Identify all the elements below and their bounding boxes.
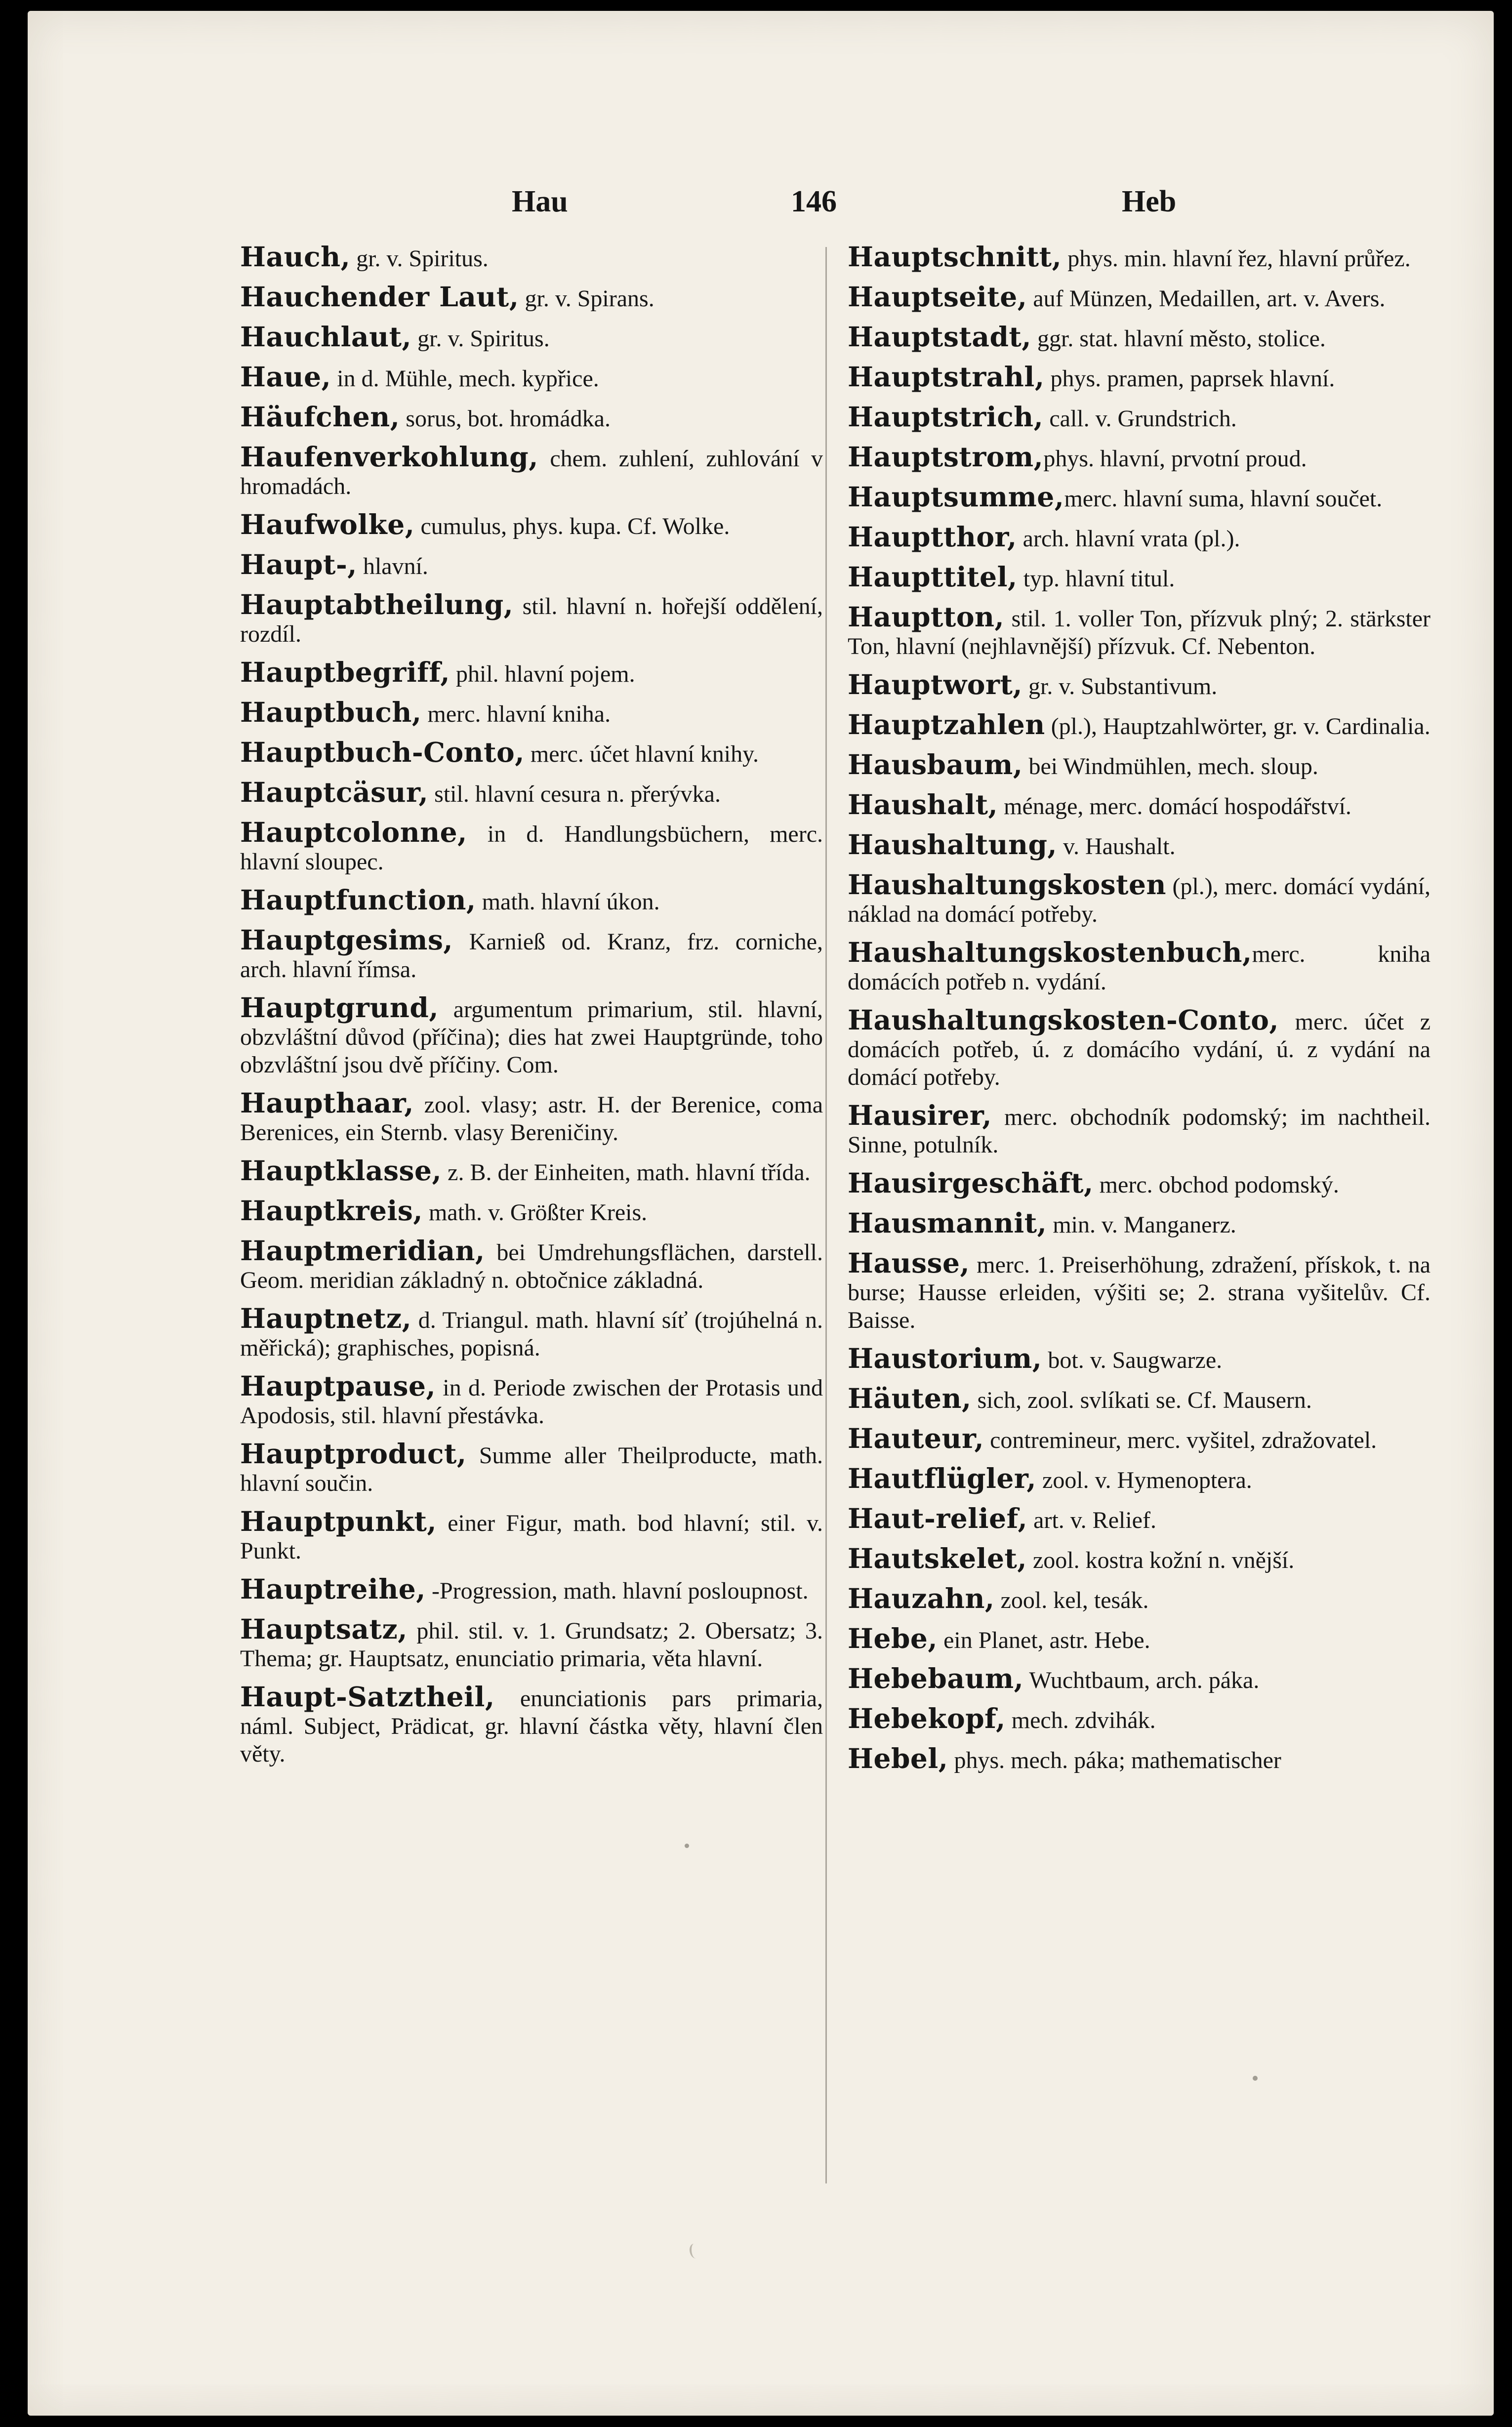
entry-definition: auf Münzen, Medaillen, art. v. Avers. bbox=[1027, 286, 1386, 312]
entry-headword: Hauptseite, bbox=[848, 281, 1027, 313]
entry-headword: Haustorium, bbox=[848, 1342, 1042, 1374]
dictionary-entry bbox=[240, 1302, 823, 1362]
entry-headword: Hauptsatz, bbox=[240, 1613, 408, 1645]
entry-headword: Haushaltung, bbox=[848, 828, 1058, 861]
entry-headword: Hauteur, bbox=[848, 1422, 984, 1454]
entry-headword: Hauptbuch-Conto, bbox=[240, 736, 525, 768]
dictionary-entry bbox=[240, 323, 823, 353]
entry-definition: min. v. Manganerz. bbox=[1047, 1212, 1236, 1238]
entry-definition: phys. hlavní, prvotní proud. bbox=[1043, 446, 1307, 472]
dictionary-entry bbox=[848, 1742, 1430, 1774]
dictionary-entry bbox=[848, 788, 1430, 821]
entry-headword: Haue, bbox=[240, 361, 331, 393]
dictionary-entry bbox=[240, 548, 823, 580]
entry-headword: Hauptsumme, bbox=[848, 481, 1064, 513]
entry-definition: d. Triangul. math. hlavní síť (trojúhelná n. měřická); graphisches, popisná. bbox=[240, 1307, 823, 1361]
dictionary-entry bbox=[240, 1440, 823, 1497]
entry-headword: Hauchender Laut, bbox=[240, 281, 519, 313]
dictionary-entry bbox=[848, 603, 1430, 660]
entry-headword: Hautflügler, bbox=[848, 1462, 1037, 1494]
entry-headword: Hausbaum, bbox=[848, 748, 1023, 781]
entry-headword: Hebe, bbox=[848, 1622, 938, 1654]
dictionary-entry bbox=[240, 283, 823, 313]
entry-headword: Hauptpause, bbox=[240, 1370, 436, 1402]
dictionary-entry bbox=[848, 1209, 1430, 1239]
dictionary-entry bbox=[848, 1006, 1430, 1091]
dictionary-entry bbox=[848, 1662, 1430, 1694]
dictionary-entry bbox=[240, 1154, 823, 1187]
entry-headword: Haufwolke, bbox=[240, 508, 415, 540]
dictionary-entry bbox=[848, 483, 1430, 513]
dictionary-entry bbox=[240, 1194, 823, 1227]
entry-headword: Hauptklasse, bbox=[240, 1154, 442, 1187]
header-left-guideword: Hau bbox=[512, 185, 568, 218]
dictionary-entry bbox=[240, 1615, 823, 1673]
dictionary-entry bbox=[848, 828, 1430, 861]
entry-definition: (pl.), merc. domácí vydání, náklad na domácí potřeby. bbox=[848, 873, 1430, 927]
entry-headword: Hauzahn, bbox=[848, 1582, 995, 1614]
entry-definition: math. hlavní úkon. bbox=[476, 889, 660, 915]
entry-definition: in d. Mühle, mech. kypřice. bbox=[331, 366, 599, 392]
entry-headword: Hebekopf, bbox=[848, 1702, 1006, 1734]
entry-headword: Häuten, bbox=[848, 1382, 972, 1414]
entry-definition: arch. hlavní vrata (pl.). bbox=[1017, 526, 1240, 552]
dictionary-entry bbox=[848, 563, 1430, 593]
entry-headword: Hauptton, bbox=[848, 601, 1005, 633]
entry-headword: Haushalt, bbox=[848, 788, 998, 821]
entry-definition: phys. min. hlavní řez, hlavní průřez. bbox=[1062, 246, 1411, 272]
dictionary-entry bbox=[848, 936, 1430, 996]
entry-definition: -Progression, math. hlavní posloupnost. bbox=[425, 1578, 809, 1604]
paper-sheet bbox=[28, 11, 1494, 2416]
dictionary-entry bbox=[848, 1342, 1430, 1374]
entry-headword: Hauptabtheilung, bbox=[240, 588, 514, 620]
entry-definition: in d. Periode zwischen der Protasis und Apodosis, stil. hlavní přestávka. bbox=[240, 1375, 823, 1429]
dictionary-entry bbox=[848, 1169, 1430, 1199]
dictionary-entry bbox=[848, 403, 1430, 433]
entry-definition: (pl.), Hauptzahlwörter, gr. v. Cardinalia. bbox=[1045, 713, 1430, 740]
entry-headword: Hauptzahlen bbox=[848, 708, 1045, 740]
dictionary-entry bbox=[240, 776, 823, 808]
dictionary-entry bbox=[848, 283, 1430, 313]
ink-spot bbox=[1253, 2076, 1258, 2081]
entry-headword: Hausmannit, bbox=[848, 1207, 1047, 1239]
entry-headword: Hauptpunkt, bbox=[240, 1505, 437, 1537]
entry-definition: mech. zdvihák. bbox=[1005, 1707, 1156, 1733]
entry-definition: z. B. der Einheiten, math. hlavní třída. bbox=[442, 1159, 811, 1186]
entry-headword: Hauptnetz, bbox=[240, 1302, 412, 1334]
entry-headword: Hauptstrich, bbox=[848, 401, 1044, 433]
entry-headword: Haushaltungskostenbuch, bbox=[848, 936, 1252, 968]
entry-definition: stil. 1. voller Ton, přízvuk plný; 2. stärkster Ton, hlavní (nejhlavnější) přízvuk. Cf. Nebenton. bbox=[848, 606, 1430, 659]
entry-definition: bei Umdrehungsflächen, darstell. Geom. meridian základný n. obtočnice základná. bbox=[240, 1239, 823, 1293]
entry-definition: enunciationis pars primaria, náml. Subject, Prädicat, gr. hlavní částka věty, hlavní člen věty. bbox=[240, 1686, 823, 1767]
dictionary-entry bbox=[240, 816, 823, 876]
entry-definition: gr. v. Spiritus. bbox=[411, 326, 550, 352]
entry-headword: Hauptreihe, bbox=[240, 1573, 426, 1605]
entry-definition: bot. v. Saugwarze. bbox=[1042, 1347, 1223, 1373]
entry-headword: Hebel, bbox=[848, 1742, 948, 1774]
dictionary-entry bbox=[240, 508, 823, 540]
entry-headword: Hebebaum, bbox=[848, 1662, 1024, 1694]
entry-definition: chem. zuhlení, zuhlování v hromadách. bbox=[240, 446, 823, 499]
entry-headword: Hauptschnitt, bbox=[848, 241, 1062, 273]
entry-headword: Hauptgrund, bbox=[240, 991, 439, 1024]
entry-definition: call. v. Grundstrich. bbox=[1043, 406, 1237, 432]
entry-headword: Haupthaar, bbox=[240, 1087, 414, 1119]
dictionary-entry bbox=[240, 403, 823, 433]
entry-headword: Haupt-Satztheil, bbox=[240, 1681, 495, 1713]
entry-headword: Hauchlaut, bbox=[240, 321, 412, 353]
entry-definition: merc. účet hlavní knihy. bbox=[524, 741, 759, 767]
dictionary-entry bbox=[848, 1099, 1430, 1159]
dictionary-entry bbox=[240, 1683, 823, 1768]
entry-headword: Hausirer, bbox=[848, 1099, 992, 1131]
ink-spot bbox=[685, 1844, 689, 1848]
ink-smudge bbox=[690, 2244, 700, 2259]
entry-definition: merc. hlavní suma, hlavní součet. bbox=[1064, 486, 1383, 512]
dictionary-entry bbox=[240, 443, 823, 500]
entry-headword: Haupt-, bbox=[240, 548, 357, 580]
dictionary-entry bbox=[240, 363, 823, 393]
dictionary-entry bbox=[848, 1422, 1430, 1454]
dictionary-entry bbox=[848, 708, 1430, 740]
dictionary-entry bbox=[240, 658, 823, 688]
header-right-guideword: Heb bbox=[1122, 185, 1177, 218]
entry-definition: phys. mech. páka; mathematischer bbox=[948, 1747, 1281, 1773]
dictionary-entry bbox=[240, 886, 823, 916]
entry-definition: Summe aller Theilproducte, math. hlavní součin. bbox=[240, 1442, 823, 1496]
dictionary-entry bbox=[848, 1502, 1430, 1534]
entry-definition: stil. hlavní cesura n. přerývka. bbox=[428, 781, 721, 807]
entry-headword: Hauptgesims, bbox=[240, 924, 453, 956]
dictionary-entry bbox=[848, 323, 1430, 353]
dictionary-entry bbox=[848, 1462, 1430, 1494]
entry-headword: Hauptwort, bbox=[848, 668, 1023, 700]
dictionary-entry bbox=[848, 868, 1430, 928]
entry-headword: Hauch, bbox=[240, 241, 351, 273]
entry-headword: Hauptcolonne, bbox=[240, 816, 467, 848]
left-column bbox=[240, 243, 823, 1778]
dictionary-entry bbox=[848, 363, 1430, 393]
entry-definition: bei Windmühlen, mech. sloup. bbox=[1022, 753, 1318, 780]
entry-definition: contremineur, merc. vyšitel, zdražovatel. bbox=[984, 1427, 1377, 1453]
entry-headword: Haut-relief, bbox=[848, 1502, 1028, 1534]
entry-definition: zool. v. Hymenoptera. bbox=[1036, 1467, 1252, 1493]
dictionary-entry bbox=[848, 1382, 1430, 1414]
entry-definition: merc. hlavní kniha. bbox=[421, 701, 611, 727]
entry-definition: einer Figur, math. bod hlavní; stil. v. Punkt. bbox=[240, 1510, 823, 1564]
right-column bbox=[848, 243, 1430, 1785]
entry-definition: gr. v. Substantivum. bbox=[1022, 673, 1218, 699]
entry-definition: sich, zool. svlíkati se. Cf. Mausern. bbox=[971, 1387, 1312, 1413]
entry-definition: merc. obchod podomský. bbox=[1093, 1172, 1339, 1198]
entry-headword: Haushaltungskosten bbox=[848, 868, 1167, 901]
dictionary-entry bbox=[240, 991, 823, 1079]
entry-definition: Karnieß od. Kranz, frz. corniche, arch. hlavní římsa. bbox=[240, 929, 823, 983]
entry-definition: cumulus, phys. kupa. Cf. Wolke. bbox=[414, 513, 730, 539]
dictionary-entry bbox=[848, 1582, 1430, 1614]
entry-definition: Wuchtbaum, arch. páka. bbox=[1023, 1667, 1260, 1693]
dictionary-entry bbox=[848, 1542, 1430, 1574]
entry-definition: typ. hlavní titul. bbox=[1017, 566, 1175, 592]
dictionary-entry bbox=[848, 443, 1430, 473]
entry-definition: phil. hlavní pojem. bbox=[450, 661, 635, 687]
dictionary-entry bbox=[848, 748, 1430, 781]
dictionary-entry bbox=[848, 1622, 1430, 1654]
dictionary-entry bbox=[240, 588, 823, 648]
entry-headword: Hauptbuch, bbox=[240, 696, 422, 728]
entry-definition: ggr. stat. hlavní město, stolice. bbox=[1031, 326, 1326, 352]
entry-definition: zool. kostra kožní n. vnější. bbox=[1027, 1547, 1295, 1573]
dictionary-entry bbox=[848, 1249, 1430, 1334]
entry-headword: Häufchen, bbox=[240, 401, 400, 433]
dictionary-entry bbox=[240, 696, 823, 728]
entry-headword: Haufenverkohlung, bbox=[240, 441, 538, 473]
dictionary-entry bbox=[848, 1702, 1430, 1734]
entry-definition: ménage, merc. domácí hospodářství. bbox=[998, 793, 1351, 820]
entry-headword: Hauptkreis, bbox=[240, 1194, 423, 1227]
entry-headword: Hauptbegriff, bbox=[240, 656, 450, 688]
dictionary-entry bbox=[240, 1505, 823, 1565]
entry-headword: Hausse, bbox=[848, 1247, 970, 1279]
entry-definition: zool. vlasy; astr. H. der Berenice, coma Berenices, ein Sternb. vlasy Bereničiny. bbox=[240, 1092, 823, 1146]
entry-definition: sorus, bot. hromádka. bbox=[400, 406, 611, 432]
dictionary-entry bbox=[240, 1575, 823, 1605]
entry-headword: Hauptstrom, bbox=[848, 441, 1044, 473]
dictionary-entry bbox=[848, 523, 1430, 553]
entry-definition: merc. obchodník podomský; im nachtheil. Sinne, potulník. bbox=[848, 1104, 1430, 1158]
entry-definition: gr. v. Spiritus. bbox=[350, 246, 489, 272]
entry-definition: v. Haushalt. bbox=[1057, 833, 1176, 860]
entry-definition: phys. pramen, paprsek hlavní. bbox=[1044, 366, 1335, 392]
dictionary-entry bbox=[240, 1372, 823, 1430]
entry-headword: Hauptcäsur, bbox=[240, 776, 429, 808]
entry-definition: merc. účet z domácích potřeb, ú. z domácího vydání, ú. z vydání na domácí potřeby. bbox=[848, 1009, 1430, 1090]
entry-headword: Hausirgeschäft, bbox=[848, 1167, 1094, 1199]
entry-definition: zool. kel, tesák. bbox=[994, 1587, 1149, 1613]
entry-definition: hlavní. bbox=[357, 553, 428, 579]
entry-headword: Hauptproduct, bbox=[240, 1438, 467, 1470]
entry-definition: in d. Handlungsbüchern, merc. hlavní sloupec. bbox=[240, 821, 823, 875]
dictionary-entry bbox=[240, 1089, 823, 1147]
entry-definition: stil. hlavní n. hořejší oddělení, rozdíl. bbox=[240, 593, 823, 647]
entry-headword: Hauptstadt, bbox=[848, 321, 1031, 353]
entry-headword: Hautskelet, bbox=[848, 1542, 1027, 1574]
entry-headword: Hauptmeridian, bbox=[240, 1234, 485, 1267]
entry-headword: Haupttitel, bbox=[848, 561, 1018, 593]
dictionary-entry bbox=[848, 243, 1430, 273]
entry-headword: Hauptthor, bbox=[848, 521, 1017, 553]
entry-headword: Hauptfunction, bbox=[240, 884, 476, 916]
dictionary-entry bbox=[240, 736, 823, 768]
entry-definition: argumentum primarium, stil. hlavní, obzvláštní důvod (příčina); dies hat zwei Hauptgründe, toho obzvláštní jsou dvě příčiny. Com. bbox=[240, 996, 823, 1078]
column-divider bbox=[825, 247, 827, 2183]
entry-headword: Hauptstrahl, bbox=[848, 361, 1045, 393]
entry-definition: art. v. Relief. bbox=[1027, 1507, 1156, 1533]
entry-definition: merc. 1. Preiserhöhung, zdražení, přískok, t. na burse; Hausse erleiden, výšiti se; 2. strana vyšitelův. Cf. Baisse. bbox=[848, 1252, 1430, 1333]
dictionary-entry bbox=[240, 926, 823, 984]
entry-definition: merc. kniha domácích potřeb n. vydání. bbox=[848, 941, 1430, 995]
dictionary-entry bbox=[240, 243, 823, 273]
page-number: 146 bbox=[791, 185, 837, 218]
entry-definition: phil. stil. v. 1. Grundsatz; 2. Obersatz; 3. Thema; gr. Hauptsatz, enunciatio primaria, věta hlavní. bbox=[240, 1618, 823, 1672]
entry-definition: gr. v. Spirans. bbox=[519, 286, 654, 312]
entry-definition: ein Planet, astr. Hebe. bbox=[938, 1627, 1150, 1653]
dictionary-entry bbox=[240, 1234, 823, 1294]
entry-headword: Haushaltungskosten-Conto, bbox=[848, 1004, 1279, 1036]
entry-definition: math. v. Größter Kreis. bbox=[423, 1199, 648, 1226]
dictionary-entry bbox=[848, 668, 1430, 700]
